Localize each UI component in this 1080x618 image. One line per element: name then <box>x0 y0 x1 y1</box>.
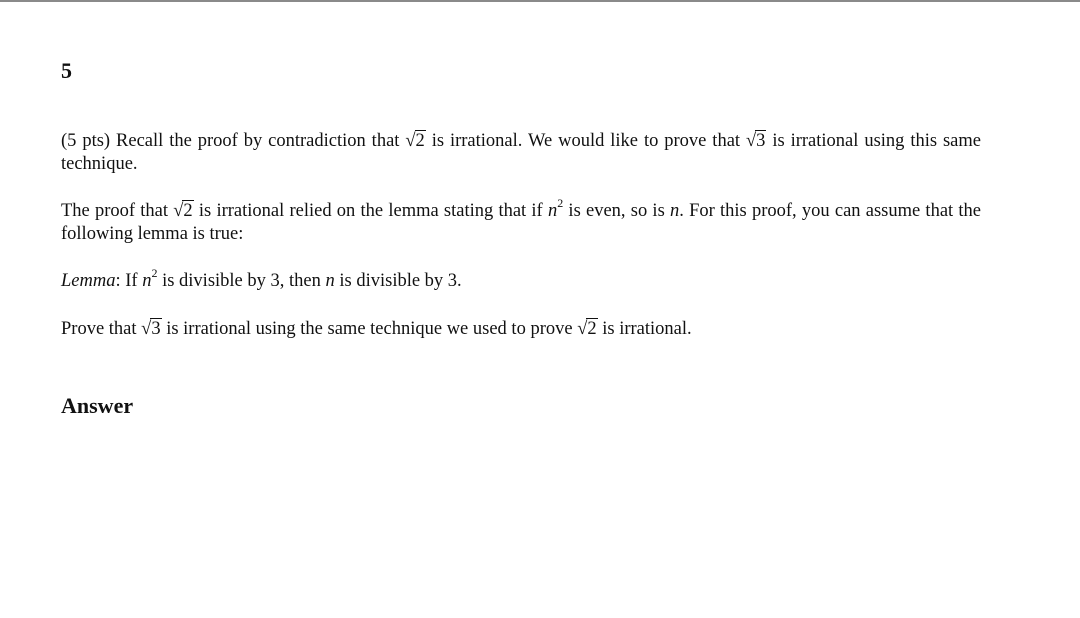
lemma-statement <box>61 265 981 293</box>
task-instruction <box>61 318 981 341</box>
top-divider <box>0 0 1080 2</box>
radicand: 2 <box>183 201 193 221</box>
answer-heading: Answer <box>61 393 134 418</box>
lemma-label: Lemma <box>61 271 116 291</box>
radicand: 2 <box>415 131 425 151</box>
lemma-context-paragraph <box>61 195 981 246</box>
text-segment: is irrational. <box>597 319 692 339</box>
radical-sign: √ <box>141 319 152 339</box>
text-segment: (5 pts) Recall the proof by contradiction that <box>61 131 406 151</box>
sqrt-2-expression <box>405 130 425 153</box>
text-segment: is irrational using this same technique. <box>61 131 981 174</box>
sqrt-2-expression <box>173 200 193 223</box>
variable-n: n <box>670 201 680 221</box>
radical-sign: √ <box>745 131 757 151</box>
text-segment: is irrational relied on the lemma stating that if <box>193 201 548 221</box>
sqrt-3-expression <box>746 130 766 153</box>
text-segment: is even, so is <box>563 201 670 221</box>
text-segment: is irrational. We would like to prove that <box>425 131 746 151</box>
text-segment: Prove that <box>61 319 142 339</box>
text-segment: . For this proof, you can assume that the following lemma is true: <box>61 201 981 244</box>
variable-n: n <box>547 201 558 221</box>
exponent: 2 <box>151 265 158 280</box>
text-segment: The proof that <box>61 201 174 221</box>
variable-n: n <box>142 271 152 291</box>
radicand: 3 <box>756 131 766 151</box>
variable-n: n <box>325 271 335 291</box>
text-segment: is divisible by 3. <box>334 271 462 291</box>
radical-sign: √ <box>405 131 416 151</box>
radical-sign: √ <box>577 319 588 339</box>
exponent: 2 <box>557 195 564 210</box>
sqrt-2-expression <box>577 318 597 341</box>
text-segment: is divisible by 3, then <box>157 271 326 291</box>
text-segment: : If <box>115 271 143 291</box>
sqrt-3-expression <box>141 318 161 341</box>
problem-intro-paragraph <box>61 130 981 176</box>
radicand: 2 <box>587 319 597 339</box>
problem-number: 5 <box>61 58 72 83</box>
text-segment: is irrational using the same technique we used to prove <box>161 319 578 339</box>
radicand: 3 <box>151 319 161 339</box>
radical-sign: √ <box>173 201 184 221</box>
